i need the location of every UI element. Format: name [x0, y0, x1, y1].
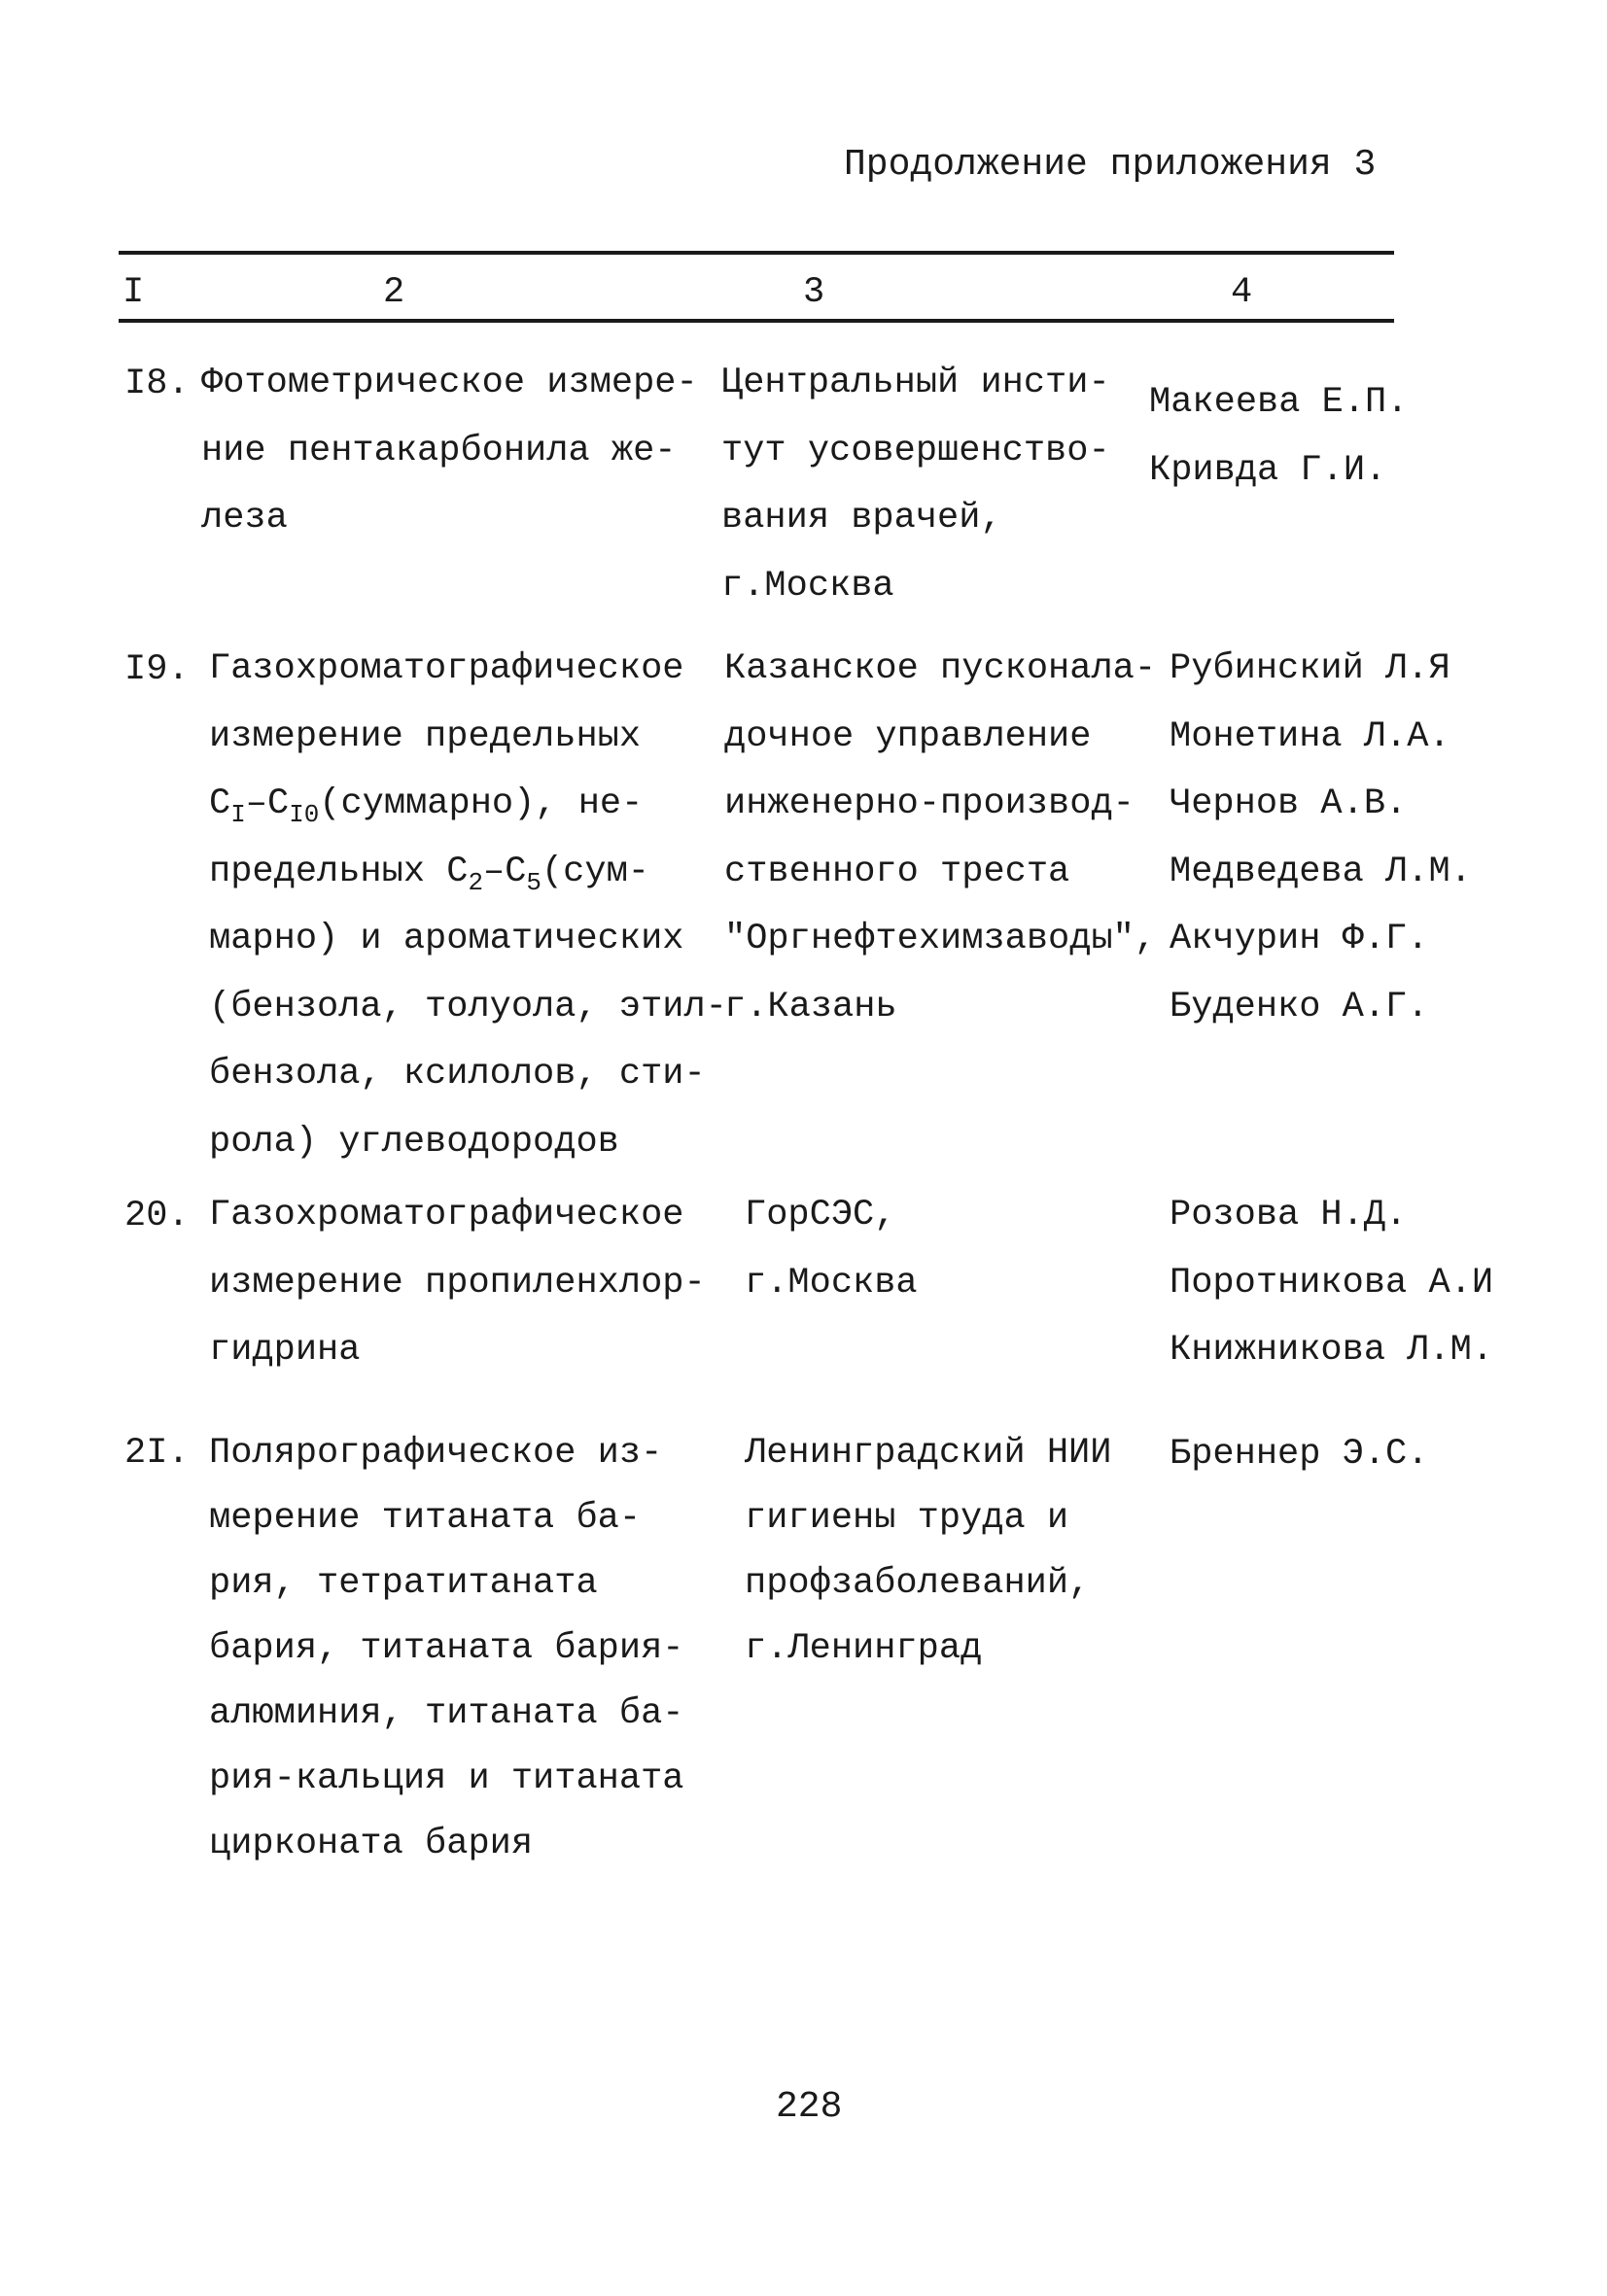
table-top-rule [119, 251, 1394, 255]
column-number-4: 4 [1231, 272, 1253, 313]
authors: Розова Н.Д. Поротникова А.И Книжникова Л.М. [1170, 1195, 1494, 1371]
organization: Казанское пусконала- дочное управление инженерно-производ- ственного треста "Оргнефтехимзаводы", г.Казань [724, 648, 1157, 1027]
continuation-header: Продолжение приложения 3 [844, 144, 1377, 186]
organization: Центральный инсти- тут усовершенство- вания врачей, г.Москва [721, 363, 1110, 607]
measurement-description: Газохроматографическое измерение предельных $C_I-C_{I0}(суммарно)$, не- предельных $C_2-C_5(сум-$ марно) и ароматических (бензола, толуола, этил- бензола, ксилолов, сти- рола) углеводородов [209, 648, 727, 1163]
row-number: I9. [124, 649, 190, 690]
authors: Бреннер Э.С. [1170, 1434, 1429, 1475]
measurement-description: Полярографическое из- мерение титаната ба- рия, тетратитаната бария, титаната бария- алюминия, титаната ба- рия-кальция и титаната цирконата бария [209, 1433, 684, 1864]
page-number: 228 [776, 2086, 843, 2128]
column-number-3: 3 [803, 272, 825, 313]
authors: Макеева Е.П. Кривда Г.И. [1149, 382, 1409, 491]
measurement-description: Фотометрическое измере- ние пентакарбонила же- леза [201, 363, 698, 539]
column-number-1: I [122, 272, 145, 313]
measurement-description: Газохроматографическое измерение пропиленхлор- гидрина [209, 1195, 706, 1371]
table-header-rule [119, 319, 1394, 323]
row-number: 2I. [124, 1433, 190, 1474]
row-number: I8. [124, 364, 190, 404]
authors: Рубинский Л.Я Монетина Л.А. Чернов А.В. Медведева Л.М. Акчурин Ф.Г. Буденко А.Г. [1170, 648, 1472, 1027]
row-number: 20. [124, 1196, 190, 1236]
organization: Ленинградский НИИ гигиены труда и профзаболеваний, г.Ленинград [745, 1433, 1112, 1669]
column-number-2: 2 [383, 272, 405, 313]
organization: ГорСЭС, г.Москва [745, 1195, 918, 1304]
